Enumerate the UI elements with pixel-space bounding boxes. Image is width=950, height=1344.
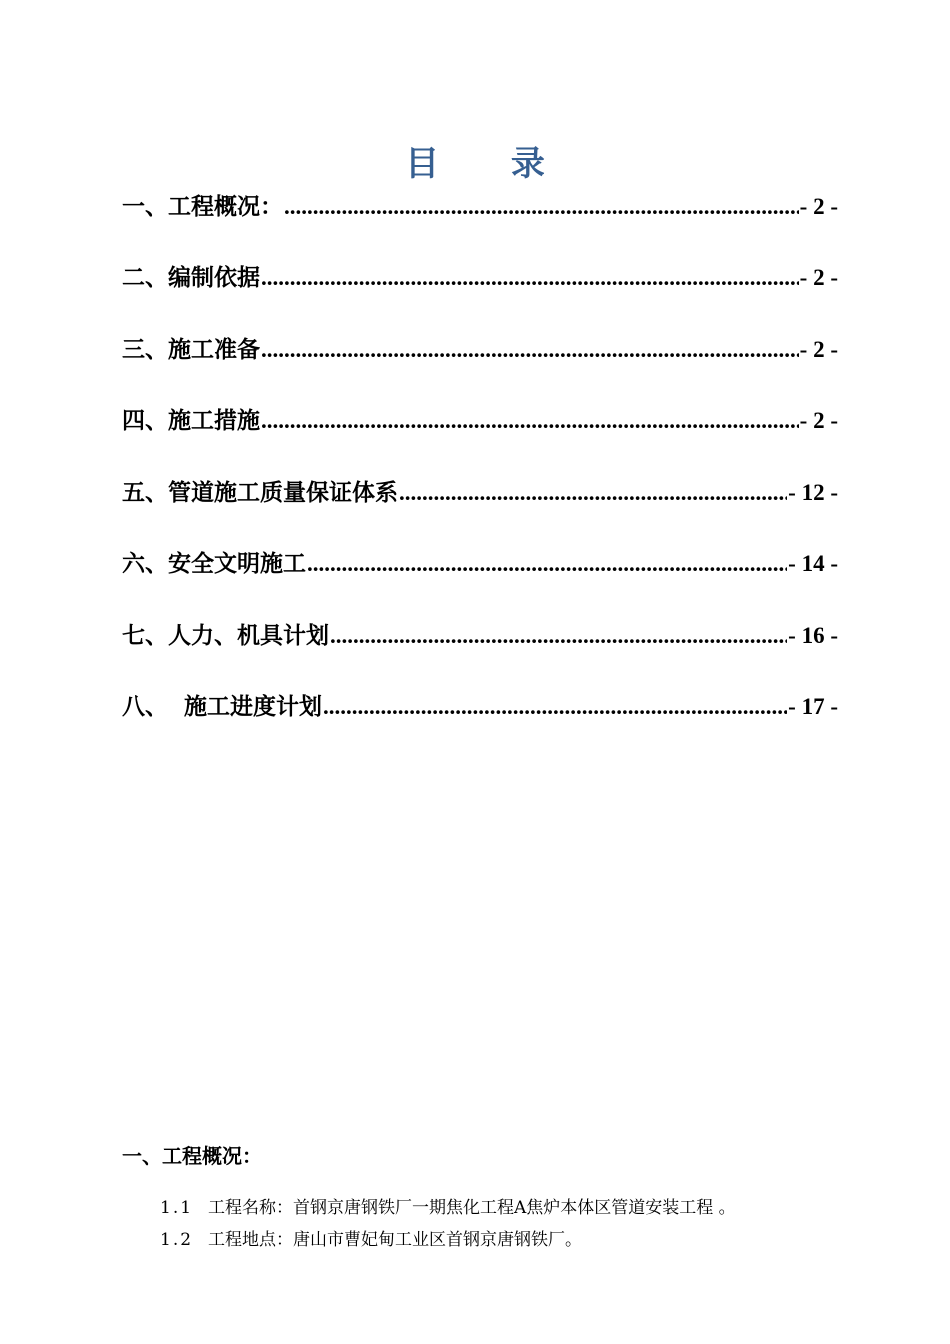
body-paragraph bbox=[160, 1225, 582, 1250]
toc-entry[interactable] bbox=[122, 545, 838, 585]
toc-entry-page: - 17 - bbox=[788, 694, 838, 719]
toc-entry-page: - 14 - bbox=[788, 551, 838, 576]
toc-entry-label: 八、 施工进度计划 bbox=[122, 693, 323, 720]
toc-title: 目 录 bbox=[405, 144, 575, 184]
body-paragraph bbox=[160, 1193, 736, 1218]
toc-entry[interactable] bbox=[122, 331, 838, 371]
toc-dot-leader bbox=[323, 693, 787, 720]
toc-entry[interactable] bbox=[122, 617, 838, 657]
toc-entry-page: - 2 - bbox=[799, 337, 838, 362]
item-number: 1.1 bbox=[160, 1198, 194, 1218]
toc-entry-page: - 16 - bbox=[788, 623, 838, 648]
toc-entry[interactable] bbox=[122, 259, 838, 299]
toc-entry-page: - 2 - bbox=[799, 408, 838, 433]
toc-entry-label: 四、施工措施 bbox=[122, 407, 260, 434]
toc-entry[interactable] bbox=[122, 188, 838, 228]
toc-dot-leader bbox=[261, 407, 799, 434]
toc-entry-label: 三、施工准备 bbox=[122, 336, 260, 363]
section-heading: 一、工程概况： bbox=[122, 1144, 262, 1168]
toc-entry[interactable] bbox=[122, 474, 838, 514]
toc-entry-page: - 2 - bbox=[799, 194, 838, 219]
toc-entry-page: - 12 - bbox=[788, 480, 838, 505]
item-number: 1.2 bbox=[160, 1230, 194, 1250]
toc-dot-leader bbox=[261, 264, 799, 291]
toc-dot-leader bbox=[307, 550, 787, 577]
toc-entry-label: 七、人力、机具计划 bbox=[122, 622, 329, 649]
toc-entry-label: 二、编制依据 bbox=[122, 264, 260, 291]
toc-dot-leader bbox=[399, 479, 787, 506]
toc-entry-label: 五、管道施工质量保证体系 bbox=[122, 479, 398, 506]
toc-entry[interactable] bbox=[122, 402, 838, 442]
toc-entry-label: 一、工程概况： bbox=[122, 193, 283, 220]
toc-entry[interactable] bbox=[122, 688, 838, 728]
item-text: 工程地点：唐山市曹妃甸工业区首钢京唐钢铁厂。 bbox=[208, 1230, 582, 1250]
toc-entry-label: 六、安全文明施工 bbox=[122, 550, 306, 577]
toc-dot-leader bbox=[284, 193, 799, 220]
toc-entry-page: - 2 - bbox=[799, 265, 838, 290]
toc-dot-leader bbox=[261, 336, 799, 363]
toc-dot-leader bbox=[330, 622, 787, 649]
item-text: 工程名称：首钢京唐钢铁厂一期焦化工程A焦炉本体区管道安装工程 。 bbox=[208, 1198, 736, 1218]
